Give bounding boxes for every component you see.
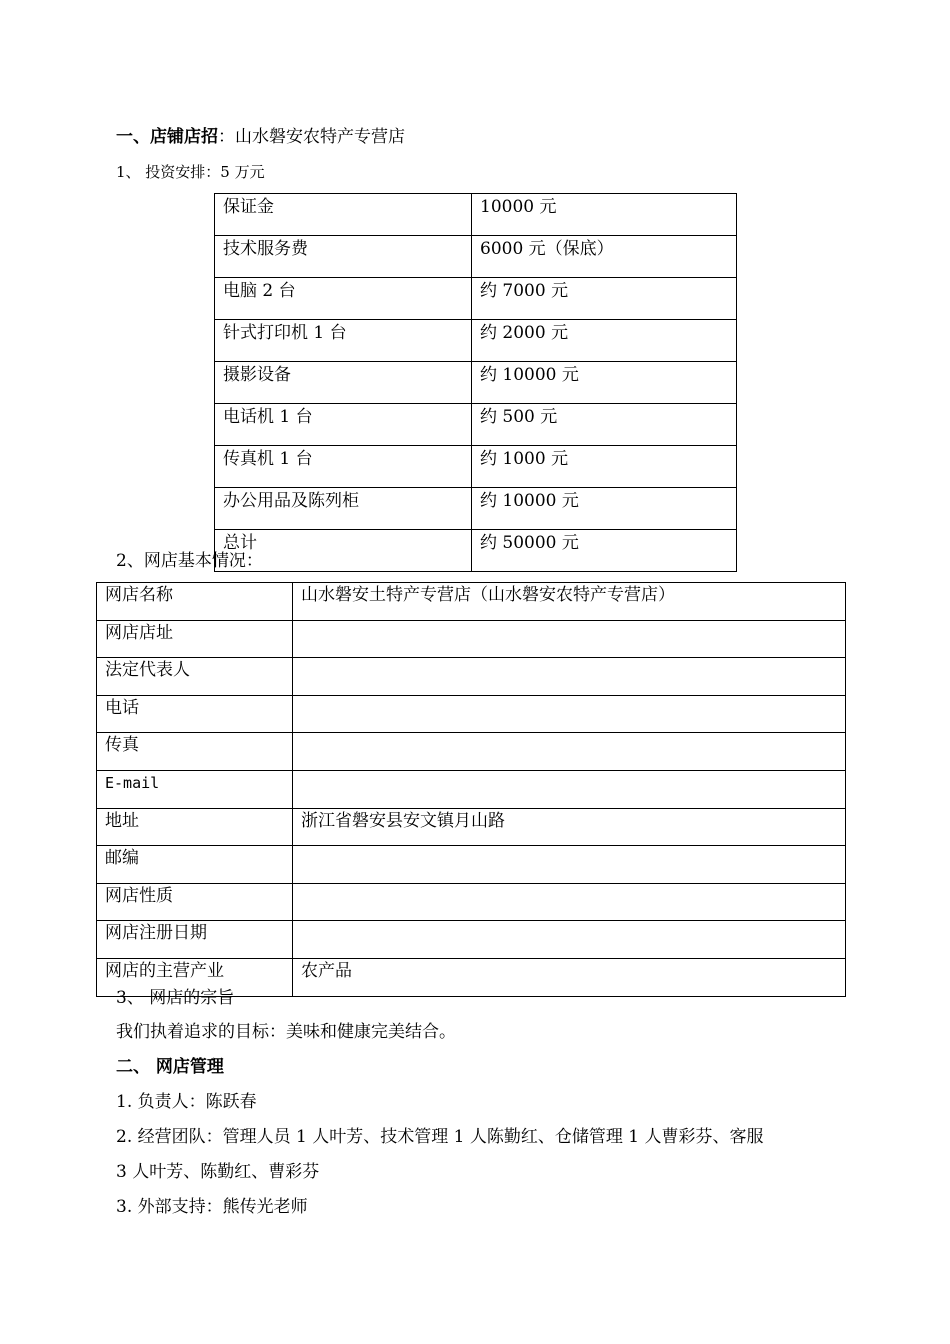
shop-value: 山水磐安土特产专营店（山水磐安农特产专营店） xyxy=(293,583,846,621)
shop-value xyxy=(293,770,846,808)
shop-value xyxy=(293,658,846,696)
shop-label: 地址 xyxy=(97,808,293,846)
invest-amount: 约 2000 元 xyxy=(472,320,737,362)
invest-item: 针式打印机 1 台 xyxy=(215,320,472,362)
invest-item: 传真机 1 台 xyxy=(215,446,472,488)
investment-table xyxy=(214,193,737,572)
shop-label: 邮编 xyxy=(97,846,293,884)
shop-label: 传真 xyxy=(97,733,293,771)
invest-amount: 10000 元 xyxy=(472,194,737,236)
section1-heading-bold: 一、店铺店招 xyxy=(116,127,218,147)
shop-info-table xyxy=(96,582,846,997)
shop-value xyxy=(293,695,846,733)
invest-item: 办公用品及陈列柜 xyxy=(215,488,472,530)
shop-value xyxy=(293,733,846,771)
purpose-text: 我们执着追求的目标：美味和健康完美结合。 xyxy=(116,1022,456,1042)
table-row xyxy=(215,236,737,278)
shop-value xyxy=(293,921,846,959)
table-row xyxy=(215,488,737,530)
table-row xyxy=(215,320,737,362)
shop-value xyxy=(293,883,846,921)
invest-amount: 约 7000 元 xyxy=(472,278,737,320)
shop-value: 浙江省磐安县安文镇月山路 xyxy=(293,808,846,846)
section2-heading: 二、 网店管理 xyxy=(116,1057,224,1077)
shop-label: 网店注册日期 xyxy=(97,921,293,959)
table-row xyxy=(97,658,846,696)
table-row xyxy=(97,583,846,621)
shop-label: 电话 xyxy=(97,695,293,733)
mgmt-team-cont: 3 人叶芳、陈勤红、曹彩芬 xyxy=(116,1162,320,1182)
invest-amount: 约 10000 元 xyxy=(472,362,737,404)
shop-label: E-mail xyxy=(97,770,293,808)
table-row xyxy=(97,620,846,658)
invest-item: 摄影设备 xyxy=(215,362,472,404)
shop-value: 农产品 xyxy=(293,958,846,996)
table-row xyxy=(97,883,846,921)
table-row xyxy=(97,695,846,733)
table-row xyxy=(97,808,846,846)
table-row xyxy=(215,278,737,320)
invest-item: 电话机 1 台 xyxy=(215,404,472,446)
mgmt-leader: 1. 负责人：陈跃春 xyxy=(116,1092,257,1112)
shop-label: 法定代表人 xyxy=(97,658,293,696)
table-row xyxy=(215,446,737,488)
section1-heading xyxy=(116,126,405,148)
shop-label: 网店店址 xyxy=(97,620,293,658)
invest-item: 总计 xyxy=(215,530,472,572)
shop-label: 网店性质 xyxy=(97,883,293,921)
shop-label: 网店名称 xyxy=(97,583,293,621)
invest-amount: 约 1000 元 xyxy=(472,446,737,488)
shop-label: 网店的主营产业 xyxy=(97,958,293,996)
invest-amount: 约 10000 元 xyxy=(472,488,737,530)
table-row xyxy=(215,194,737,236)
invest-amount: 6000 元（保底） xyxy=(472,236,737,278)
table-row xyxy=(215,362,737,404)
item1-investment: 1、 投资安排：5 万元 xyxy=(116,163,265,181)
mgmt-team: 2. 经营团队：管理人员 1 人叶芳、技术管理 1 人陈勤红、仓储管理 1 人曹彩芬、客服 xyxy=(116,1127,764,1147)
item2-shop-info: 2、网店基本情况： xyxy=(116,551,263,571)
section1-heading-title: ：山水磐安农特产专营店 xyxy=(218,127,405,147)
table-row xyxy=(97,921,846,959)
shop-value xyxy=(293,846,846,884)
table-row xyxy=(97,733,846,771)
mgmt-support: 3. 外部支持：熊传光老师 xyxy=(116,1197,308,1217)
invest-amount: 约 500 元 xyxy=(472,404,737,446)
item3-purpose-heading: 3、 网店的宗旨 xyxy=(116,988,235,1008)
table-row xyxy=(215,530,737,572)
shop-value xyxy=(293,620,846,658)
invest-item: 电脑 2 台 xyxy=(215,278,472,320)
invest-amount: 约 50000 元 xyxy=(472,530,737,572)
table-row xyxy=(97,846,846,884)
table-row xyxy=(97,770,846,808)
invest-item: 技术服务费 xyxy=(215,236,472,278)
table-row xyxy=(215,404,737,446)
invest-item: 保证金 xyxy=(215,194,472,236)
